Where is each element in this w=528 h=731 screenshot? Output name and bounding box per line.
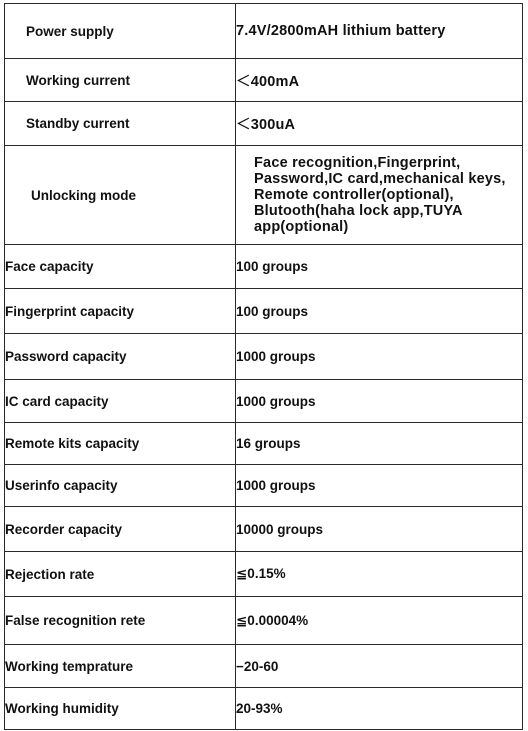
- row-value: 1000 groups: [236, 380, 523, 423]
- row-label: Working humidity: [5, 688, 236, 730]
- row-label: Rejection rate: [5, 552, 236, 597]
- row-value: ≦0.00004%: [236, 597, 523, 645]
- table-row: [5, 4, 523, 59]
- row-value: −20-60: [236, 645, 523, 688]
- row-value: 100 groups: [236, 245, 523, 289]
- row-value: 20-93%: [236, 688, 523, 730]
- row-value: 10000 groups: [236, 507, 523, 552]
- row-label: IC card capacity: [5, 380, 236, 423]
- row-value: 16 groups: [236, 423, 523, 465]
- row-value: ＜300uA: [236, 102, 523, 146]
- table-row: [5, 380, 523, 423]
- row-label: Recorder capacity: [5, 507, 236, 552]
- row-label: Userinfo capacity: [5, 465, 236, 507]
- table-row: [5, 465, 523, 507]
- table-row: [5, 59, 523, 102]
- row-value: ＜400mA: [236, 59, 523, 102]
- table-row: [5, 688, 523, 730]
- table-row: [5, 146, 523, 245]
- row-label: Fingerprint capacity: [5, 289, 236, 334]
- row-label: Unlocking mode: [5, 146, 236, 245]
- row-value: 100 groups: [236, 289, 523, 334]
- row-label: Password capacity: [5, 334, 236, 380]
- table-row: [5, 245, 523, 289]
- row-label: Standby current: [5, 102, 236, 146]
- row-label: Working current: [5, 59, 236, 102]
- row-label: Working temprature: [5, 645, 236, 688]
- spec-table: [4, 3, 523, 730]
- row-value: ≦0.15%: [236, 552, 523, 597]
- row-value: 1000 groups: [236, 465, 523, 507]
- row-value: 7.4V/2800mAH lithium battery: [236, 4, 523, 59]
- table-row: [5, 102, 523, 146]
- row-label: Power supply: [5, 4, 236, 59]
- table-row: [5, 289, 523, 334]
- row-value: 1000 groups: [236, 334, 523, 380]
- table-row: [5, 597, 523, 645]
- row-label: Face capacity: [5, 245, 236, 289]
- row-label: False recognition rete: [5, 597, 236, 645]
- table-row: [5, 507, 523, 552]
- row-value: Face recognition,Fingerprint, Password,IC card,mechanical keys, Remote controller(optional), Blutooth(haha lock app,TUYA app(optional): [236, 146, 523, 245]
- table-row: [5, 552, 523, 597]
- table-row: [5, 423, 523, 465]
- table-row: [5, 645, 523, 688]
- row-label: Remote kits capacity: [5, 423, 236, 465]
- table-row: [5, 334, 523, 380]
